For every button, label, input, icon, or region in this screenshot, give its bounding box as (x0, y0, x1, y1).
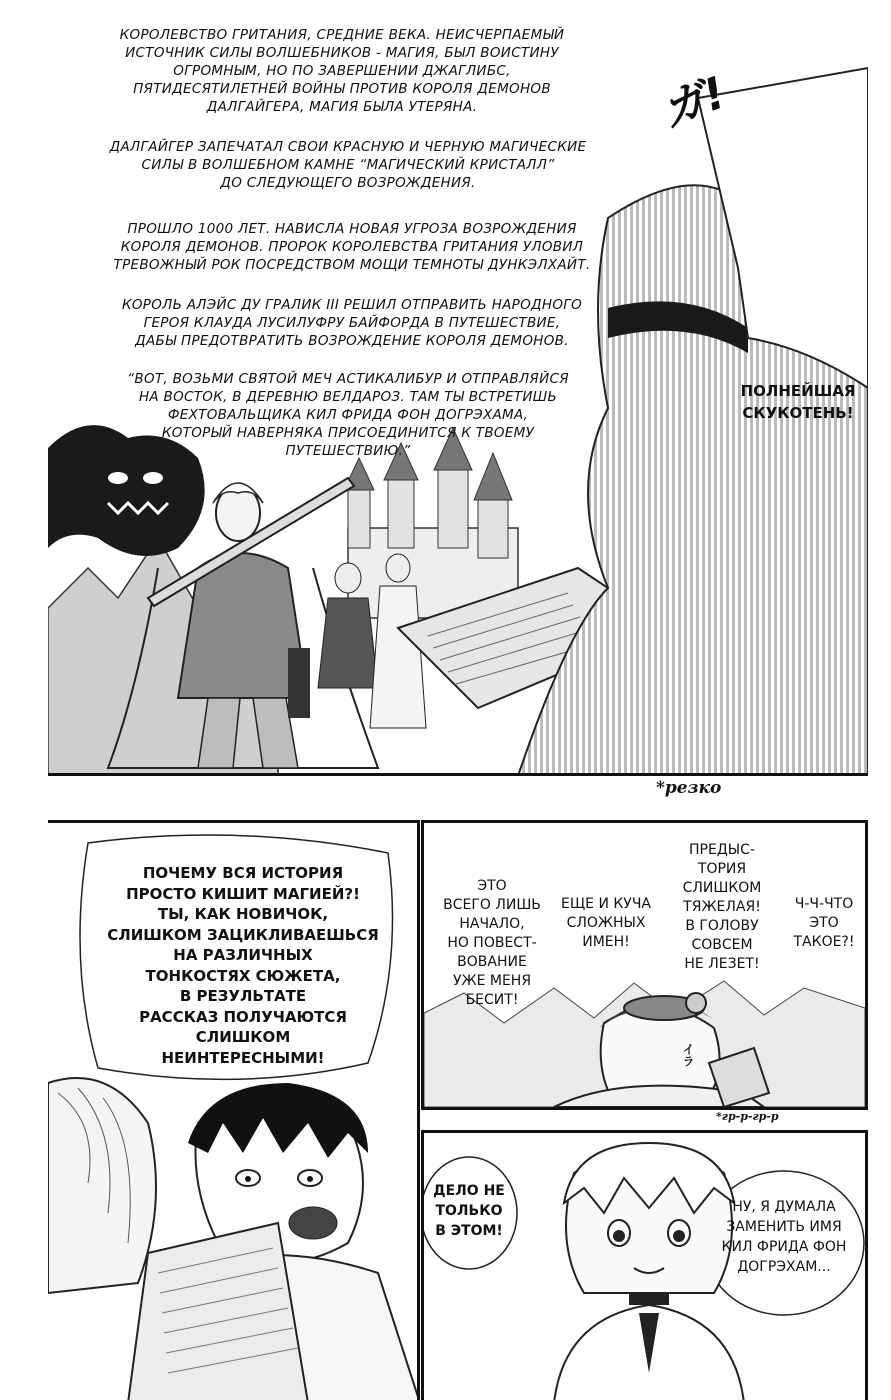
narration-4: КОРОЛЬ АЛЭЙС ДУ ГРАЛИК III РЕШИЛ ОТПРАВИТЬ НАРОДНОГО ГЕРОЯ КЛАУДА ЛУСИЛУФРУ БАЙФОРДА В ПУТЕШЕСТВИЕ, ДАБЫ ПРЕДОТВРАТИТЬ ВОЗРОЖДЕНИЕ КОРОЛЯ ДЕМОНОВ. (121, 297, 583, 349)
bubble-names: ЕЩЕ И КУЧА СЛОЖНЫХ ИМЕН! (560, 896, 652, 950)
bubble-what: Ч-Ч-ЧТО ЭТО ТАКОЕ?! (793, 896, 855, 950)
speech-boring: ПОЛНЕЙШАЯ СКУКОТЕНЬ! (740, 382, 856, 422)
bubble-beginning: ЭТО ВСЕГО ЛИШЬ НАЧАЛО, НО ПОВЕСТ- ВОВАНИЕ УЖЕ МЕНЯ БЕСИТ! (443, 878, 541, 1008)
narration-1: КОРОЛЕВСТВО ГРИТАНИЯ, СРЕДНИЕ ВЕКА. НЕИСЧЕРПАЕМЫЙ ИСТОЧНИК СИЛЫ ВОЛШЕБНИКОВ - МАГИЯ, БЫЛ ВОИСТИНУ ОГРОМНЫМ, НО ПО ЗАВЕРШЕНИИ ДЖАГЛИБС, ПЯТИДЕСЯТИЛЕТНЕЙ ВОЙНЫ ПРОТИВ КОРОЛЯ ДЕМОНОВ ДАЛГАЙГЕРА, МАГИЯ БЫЛА УТЕРЯНА. (119, 27, 565, 115)
sfx-ira: イラ (681, 1043, 695, 1067)
speech-rename: НУ, Я ДУМАЛА ЗАМЕНИТЬ ИМЯ КИЛ ФРИДА ФОН ДОГРЭХАМ... (721, 1199, 847, 1275)
sfx-ga: ガ! (654, 67, 733, 138)
speech-not-only: ДЕЛО НЕ ТОЛЬКО В ЭТОМ! (433, 1183, 505, 1239)
narration-2: ДАЛГАЙГЕР ЗАПЕЧАТАЛ СВОИ КРАСНУЮ И ЧЕРНУЮ МАГИЧЕСКИЕ СИЛЫ В ВОЛШЕБНОМ КАМНЕ “МАГИЧЕСКИЙ КРИСТАЛЛ” ДО СЛЕДУЮЩЕГО ВОЗРОЖДЕНИЯ. (109, 139, 587, 191)
panel-4 (421, 1130, 868, 1400)
panel-3 (421, 820, 868, 1110)
panel-1 (48, 8, 868, 776)
panel-2 (48, 820, 420, 1400)
bubble-backstory: ПРЕДЫС- ТОРИЯ СЛИШКОМ ТЯЖЕЛАЯ! В ГОЛОВУ СОВСЕМ НЕ ЛЕЗЕТ! (682, 842, 762, 972)
narration-3: ПРОШЛО 1000 ЛЕТ. НАВИСЛА НОВАЯ УГРОЗА ВОЗРОЖДЕНИЯ КОРОЛЯ ДЕМОНОВ. ПРОРОК КОРОЛЕВСТВА ГРИТАНИЯ УЛОВИЛ ТРЕВОЖНЫЙ РОК ПОСРЕДСТВОМ МОЩИ ТЕМНОТЫ ДУНКЭЛХАЙТ. (113, 221, 591, 273)
narration-5: “ВОТ, ВОЗЬМИ СВЯТОЙ МЕЧ АСТИКАЛИБУР И ОТПРАВЛЯЙСЯ НА ВОСТОК, В ДЕРЕВНЮ ВЕЛДАРОЗ. ТАМ ТЫ ВСТРЕТИШЬ ФЕХТОВАЛЬЩИКА КИЛ ФРИДА ФОН ДОГРЭХАМА, КОТОРЫЙ НАВЕРНЯКА ПРИСОЕДИНИТСЯ К ТВОЕМУ ПУТЕШЕСТВИЮ.” (127, 371, 569, 459)
speech-magic: ПОЧЕМУ ВСЯ ИСТОРИЯ ПРОСТО КИШИТ МАГИЕЙ?! ТЫ, КАК НОВИЧОК, СЛИШКОМ ЗАЦИКЛИВАЕШЬСЯ НА РАЗЛИЧНЫХ ТОНКОСТЯХ СЮЖЕТА, В РЕЗУЛЬТАТЕ РАССКАЗ ПОЛУЧАЮТСЯ СЛИШКОМ НЕИНТЕРЕСНЫМИ! (107, 864, 379, 1067)
sfx-rezko: *резко (656, 778, 722, 798)
sfx-grr: *гр-р-гр-р (716, 1110, 779, 1123)
